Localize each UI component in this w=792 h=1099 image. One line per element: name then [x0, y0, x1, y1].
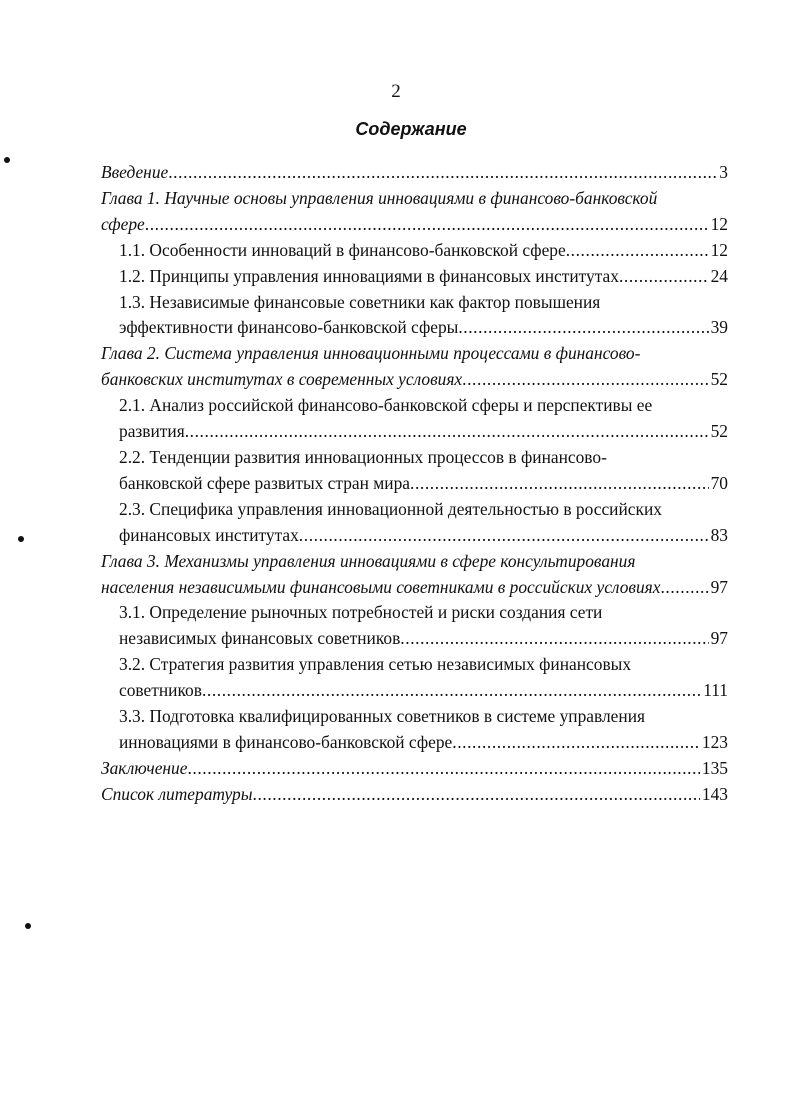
- toc-entry-last-line: [119, 264, 728, 290]
- toc-entry-last-line: [119, 419, 728, 445]
- toc-page-number: 70: [710, 472, 728, 493]
- binding-hole-mark: [4, 157, 10, 163]
- toc-entry-last-line: [119, 523, 728, 549]
- toc-entry: [101, 393, 728, 445]
- toc-entry-line: 3.1. Определение рыночных потребностей и риски создания сети: [119, 602, 603, 623]
- toc-entry-title: советников: [119, 680, 202, 701]
- dot-leader: [410, 471, 709, 497]
- toc-entry: [101, 549, 728, 601]
- toc-page-number: 135: [701, 757, 728, 778]
- binding-hole-mark: [18, 536, 24, 542]
- toc-page-number: 24: [710, 265, 728, 286]
- toc-entry-line: 2.1. Анализ российской финансово-банковской сферы и перспективы ее: [119, 395, 653, 416]
- toc-entry-title: 1.2. Принципы управления инновациями в финансовых институтах: [119, 265, 619, 286]
- toc-entry-title: развития: [119, 421, 185, 442]
- toc-entry-line: 2.3. Специфика управления инновационной деятельностью в российских: [119, 498, 662, 519]
- toc-entry-line: Глава 1. Научные основы управления инновациями в финансово-банковской: [101, 187, 658, 208]
- toc-entry: [101, 600, 728, 652]
- binding-hole-mark: [25, 923, 31, 929]
- toc-entry-title: Заключение: [101, 757, 188, 778]
- toc-entry: [101, 704, 728, 756]
- dot-leader: [202, 678, 701, 704]
- toc-entry-title: 1.1. Особенности инноваций в финансово-банковской сфере: [119, 239, 566, 260]
- toc-entry-line: 2.2. Тенденции развития инновационных процессов в финансово-: [119, 446, 607, 467]
- toc-entry-last-line: [101, 160, 728, 186]
- dot-leader: [185, 419, 709, 445]
- toc-page-number: 12: [710, 213, 728, 234]
- toc-entry: [101, 782, 728, 808]
- toc-page-number: 12: [710, 239, 728, 260]
- toc-page-number: 39: [710, 317, 728, 338]
- dot-leader: [187, 756, 699, 782]
- toc-page-number: 52: [710, 421, 728, 442]
- toc-entry-last-line: [119, 238, 728, 264]
- toc-page-number: 83: [710, 524, 728, 545]
- toc-entry-line: 3.3. Подготовка квалифицированных советников в системе управления: [119, 706, 646, 727]
- dot-leader: [253, 782, 700, 808]
- toc-page-number: 97: [710, 576, 728, 597]
- toc-entry: [101, 160, 728, 186]
- dot-leader: [299, 523, 709, 549]
- toc-entry-last-line: [101, 367, 728, 393]
- toc-page-number: 111: [703, 680, 728, 701]
- toc-entry-last-line: [119, 626, 728, 652]
- toc-entry-last-line: [101, 575, 728, 601]
- dot-leader: [619, 264, 709, 290]
- dot-leader: [660, 575, 708, 601]
- toc-entry-title: инновациями в финансово-банковской сфере: [119, 731, 453, 752]
- toc-entry-line: 3.2. Стратегия развития управления сетью независимых финансовых: [119, 654, 632, 675]
- toc-entry-title: финансовых институтах: [119, 524, 299, 545]
- dot-leader: [458, 315, 708, 341]
- dot-leader: [145, 212, 709, 238]
- toc-entry-last-line: [119, 678, 728, 704]
- toc-entry: [101, 652, 728, 704]
- toc-page-number: 143: [701, 783, 728, 804]
- toc-page-number: 97: [710, 628, 728, 649]
- toc-entry: [101, 186, 728, 238]
- toc-entry-last-line: [119, 315, 728, 341]
- toc-entry-last-line: [101, 212, 728, 238]
- toc-page-number: 52: [710, 369, 728, 390]
- dot-leader: [400, 626, 708, 652]
- dot-leader: [168, 160, 717, 186]
- toc-entry: [101, 497, 728, 549]
- toc-entry-title: независимых финансовых советников: [119, 628, 401, 649]
- toc-entry-title: эффективности финансово-банковской сферы: [119, 317, 459, 338]
- dot-leader: [452, 730, 700, 756]
- toc-entry-last-line: [101, 756, 728, 782]
- page-number: 2: [391, 81, 401, 102]
- toc-entry-title: Введение: [101, 162, 169, 182]
- toc-entry: [101, 341, 728, 393]
- toc-entry-title: банковской сфере развитых стран мира: [119, 472, 411, 493]
- toc-page-number: 3: [719, 162, 728, 182]
- toc-entry-title: Список литературы: [101, 783, 253, 804]
- dot-leader: [566, 238, 709, 264]
- toc-entry-title: сфере: [101, 213, 145, 234]
- toc-entry-line: Глава 2. Система управления инновационными процессами в финансово-: [101, 343, 641, 364]
- toc-entry: [101, 445, 728, 497]
- toc-entry: [101, 264, 728, 290]
- toc-entry-last-line: [101, 782, 728, 808]
- toc-title: Содержание: [355, 119, 467, 139]
- toc-entry-last-line: [119, 471, 728, 497]
- toc-page-number: 123: [701, 731, 728, 752]
- dot-leader: [462, 367, 708, 393]
- toc-entry: [101, 290, 728, 342]
- toc-entry-last-line: [119, 730, 728, 756]
- toc-entry: [101, 238, 728, 264]
- toc-entry-line: 1.3. Независимые финансовые советники как фактор повышения: [119, 291, 601, 312]
- toc-entry-title: населения независимыми финансовыми советниками в российских условиях: [101, 576, 661, 597]
- toc-entry-title: банковских институтах в современных условиях: [101, 369, 463, 390]
- toc-entry: [101, 756, 728, 782]
- table-of-contents: [101, 160, 728, 808]
- toc-entry-line: Глава 3. Механизмы управления инновациями в сфере консультирования: [101, 550, 636, 571]
